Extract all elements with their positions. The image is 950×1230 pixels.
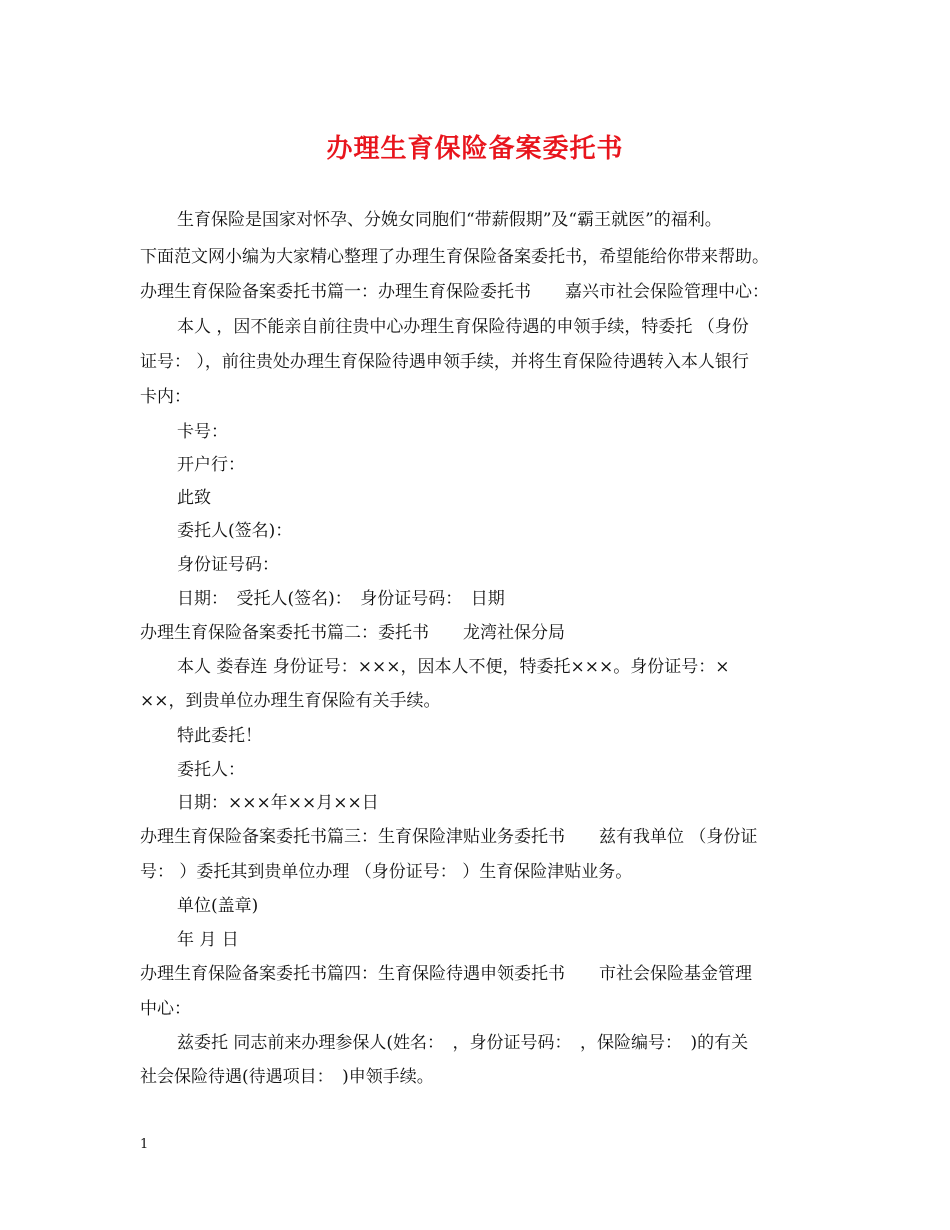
form-field-label: 委托人(签名)： <box>177 521 293 541</box>
paragraph-line: 证号： ），前往贵处办理生育保险待遇申领手续，并将生育保险待遇转入本人银行 <box>140 352 749 372</box>
form-field-label: 日期：×××年××月××日 <box>177 793 379 813</box>
paragraph-line: ××，到贵单位办理生育保险有关手续。 <box>140 691 441 711</box>
section-heading-3: 办理生育保险备案委托书篇三：生育保险津贴业务委托书 兹有我单位 （身份证 <box>140 827 758 847</box>
section-heading-1: 办理生育保险备案委托书篇一：办理生育保险委托书 嘉兴市社会保险管理中心： <box>140 282 769 302</box>
paragraph-line: 本人 ，因不能亲自前往贵中心办理生育保险待遇的申领手续，特委托 （身份 <box>177 317 749 337</box>
paragraph-line: 社会保险待遇(待遇项目： )申领手续。 <box>140 1067 434 1087</box>
document-title: 办理生育保险备案委托书 <box>326 134 624 164</box>
form-field-label: 委托人： <box>177 760 245 780</box>
form-field-label: 开户行： <box>177 455 245 475</box>
paragraph-line: 号： ）委托其到贵单位办理 （身份证号： ）生育保险津贴业务。 <box>140 862 633 882</box>
form-field-label: 日期： 受托人(签名)： 身份证号码： 日期 <box>177 589 505 609</box>
paragraph-line: 卡内： <box>140 387 191 407</box>
paragraph-line: 下面范文网小编为大家精心整理了办理生育保险备案委托书，希望能给你带来帮助。 <box>140 247 769 267</box>
page-number: 1 <box>140 1137 149 1152</box>
paragraph-line: 兹委托 同志前来办理参保人(姓名： ，身份证号码： ，保险编号： )的有关 <box>177 1033 749 1053</box>
section-heading-2: 办理生育保险备案委托书篇二：委托书 龙湾社保分局 <box>140 623 565 643</box>
paragraph-line: 生育保险是国家对怀孕、分娩女同胞们“带薪假期”及“霸王就医”的福利。 <box>177 210 722 230</box>
form-field-label: 单位(盖章) <box>177 896 259 916</box>
paragraph-line: 特此委托！ <box>177 726 262 746</box>
form-field-label: 卡号： <box>177 422 228 442</box>
form-field-label: 身份证号码： <box>177 555 279 575</box>
form-field-label: 年 月 日 <box>177 930 239 950</box>
paragraph-line: 本人 娄春连 身份证号：×××，因本人不便，特委托×××。身份证号：× <box>177 657 730 677</box>
section-heading-4: 办理生育保险备案委托书篇四：生育保险待遇申领委托书 市社会保险基金管理 <box>140 964 752 984</box>
paragraph-line: 此致 <box>177 488 211 508</box>
paragraph-line: 中心： <box>140 999 191 1019</box>
